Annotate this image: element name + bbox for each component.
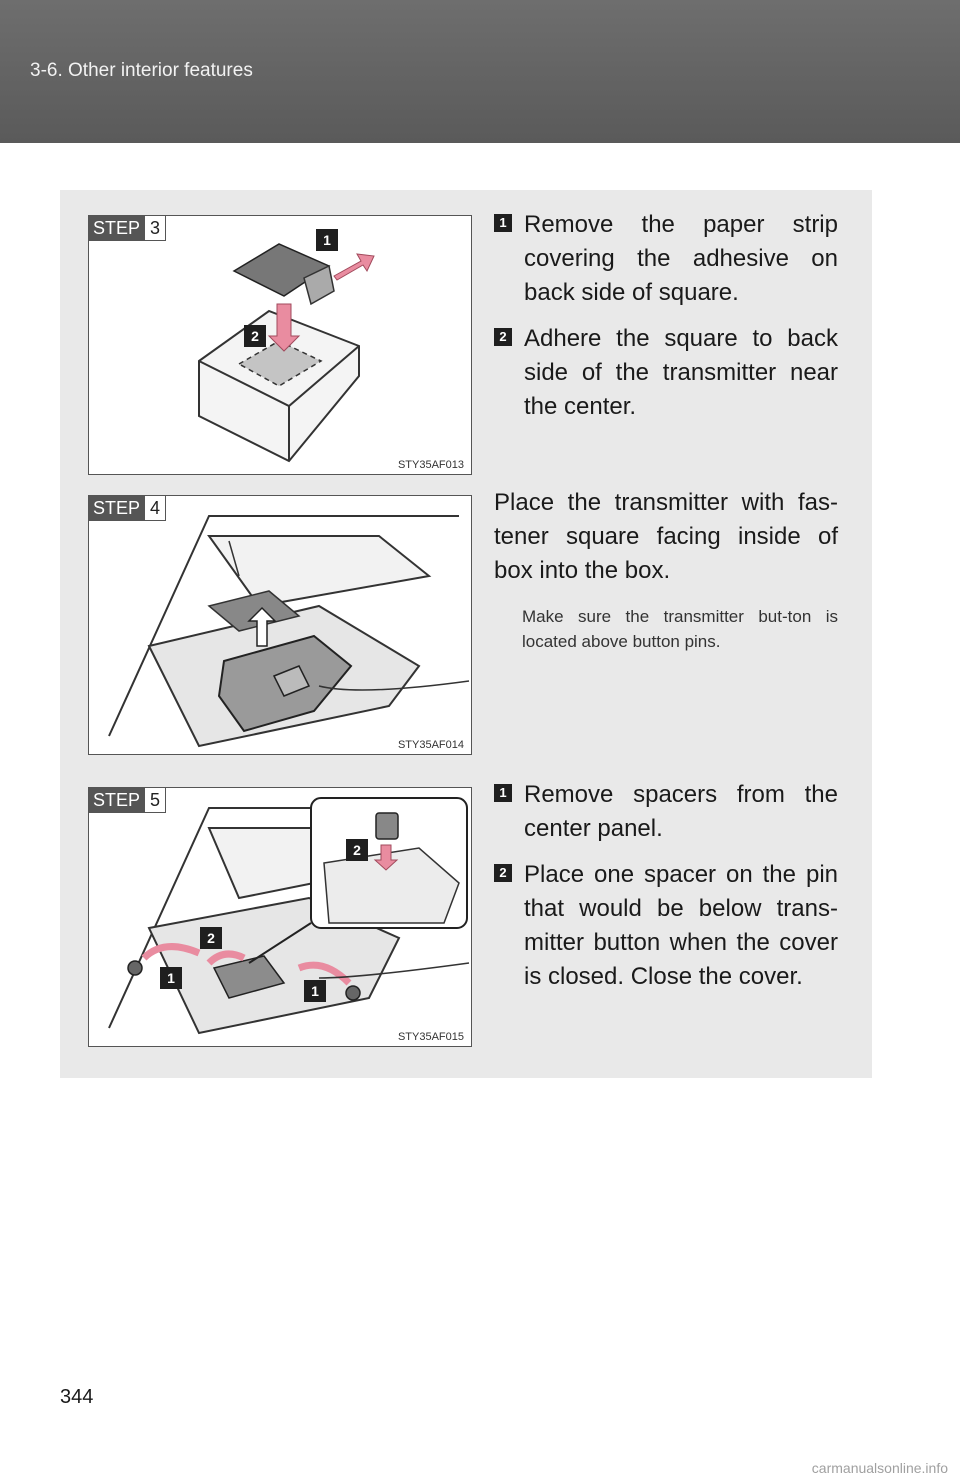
- figure-badge: 1: [304, 980, 326, 1002]
- figure-frame: [88, 495, 472, 755]
- item-badge: 1: [494, 784, 512, 802]
- figure-badge: 2: [200, 927, 222, 949]
- figure-code: STY35AF014: [397, 739, 464, 751]
- instruction-note: Make sure the transmitter but-ton is located above button pins.: [522, 607, 838, 651]
- step-number: 3: [145, 215, 166, 241]
- instruction-paragraph: Place the transmitter with fas-tener square facing inside of box into the box.: [494, 489, 838, 584]
- step-3-figure: [88, 215, 472, 475]
- step-3-text: [494, 208, 838, 436]
- figure-frame: [88, 215, 472, 475]
- step-number: 5: [145, 787, 166, 813]
- step-word: STEP: [88, 215, 145, 241]
- step-word: STEP: [88, 495, 145, 521]
- step-4-text: [494, 486, 838, 654]
- step-4-figure: [88, 495, 472, 755]
- instruction-item: [494, 208, 838, 310]
- step-5-figure: [88, 787, 472, 1047]
- item-badge: 1: [494, 214, 512, 232]
- figure-badge: 1: [160, 967, 182, 989]
- figure-frame: [88, 787, 472, 1047]
- figure-badge: 2: [346, 839, 368, 861]
- adhesive-square-illustration: [89, 216, 471, 474]
- step-label: [88, 495, 166, 521]
- instruction-item: [494, 858, 838, 994]
- item-badge: 2: [494, 864, 512, 882]
- item-text: Remove spacers from the center panel.: [524, 781, 838, 842]
- step-number: 4: [145, 495, 166, 521]
- item-text: Adhere the square to back side of the transmitter near the center.: [524, 325, 838, 420]
- instruction-item: [494, 322, 838, 424]
- item-text: Remove the paper strip covering the adhesive on back side of square.: [524, 211, 838, 306]
- section-title: 3-6. Other interior features: [30, 60, 253, 81]
- spacer-illustration: [89, 788, 471, 1046]
- page-number: 344: [60, 1386, 94, 1408]
- watermark: carmanualsonline.info: [811, 1460, 948, 1476]
- step-5-text: [494, 778, 838, 1006]
- step-label: [88, 787, 166, 813]
- item-badge: 2: [494, 328, 512, 346]
- page-header: [0, 0, 960, 143]
- figure-badge: 1: [316, 229, 338, 251]
- figure-code: STY35AF013: [397, 459, 464, 471]
- step-label: [88, 215, 166, 241]
- figure-badge: 2: [244, 325, 266, 347]
- item-text: Place one spacer on the pin that would be below trans-mitter button when the cover is closed. Close the cover.: [524, 861, 838, 990]
- step-word: STEP: [88, 787, 145, 813]
- instruction-item: [494, 778, 838, 846]
- transmitter-box-illustration: [89, 496, 471, 754]
- figure-code: STY35AF015: [397, 1031, 464, 1043]
